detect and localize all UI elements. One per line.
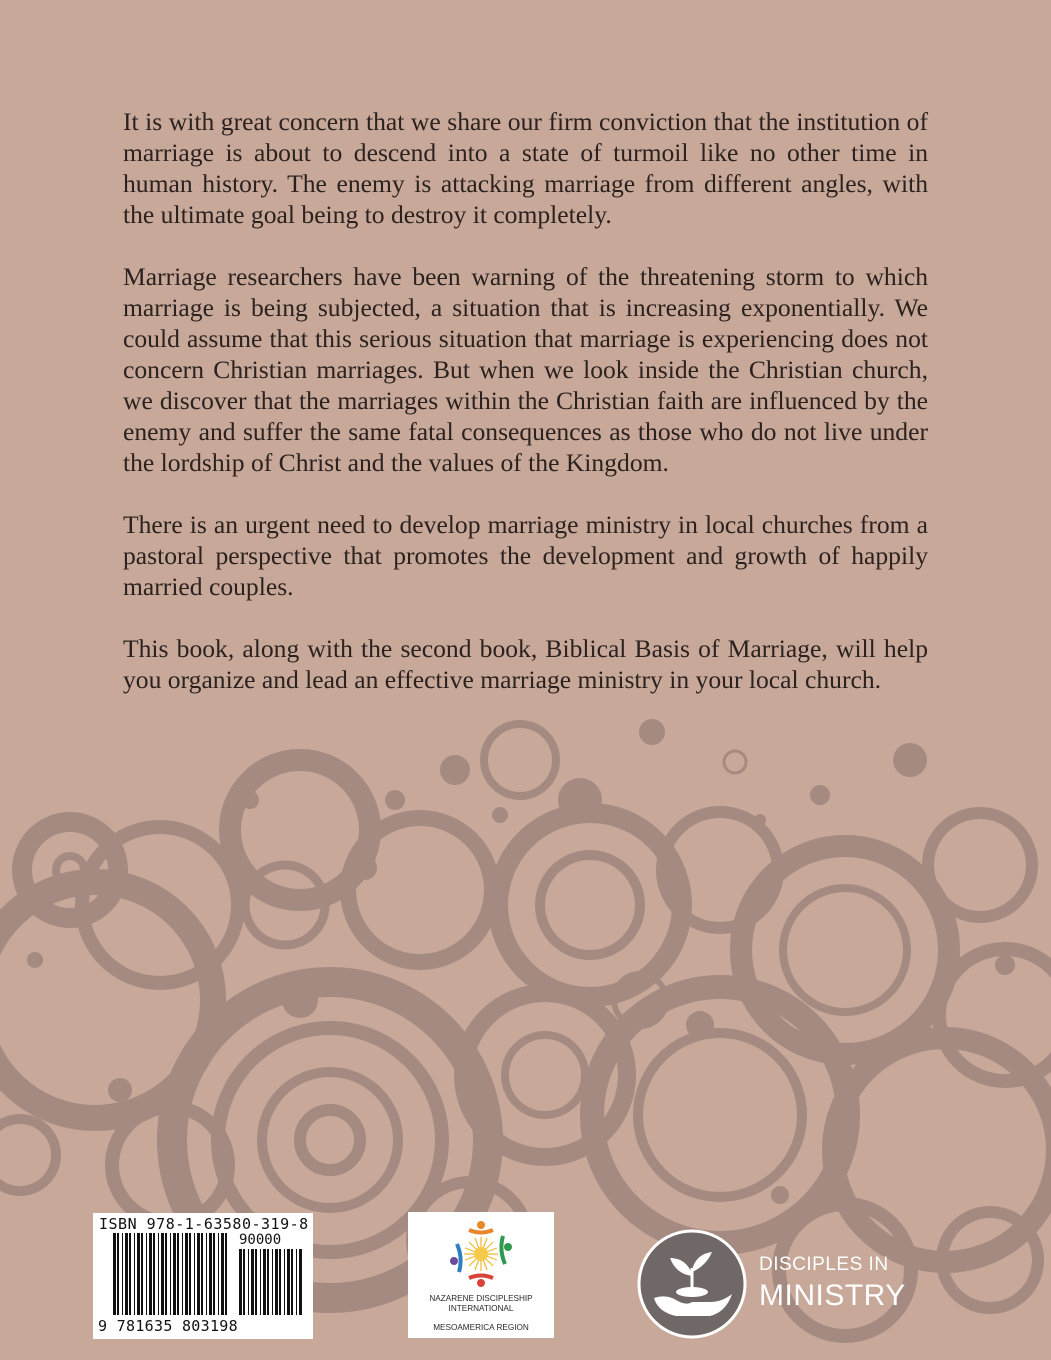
- isbn-barcode: [93, 1213, 313, 1339]
- price-code: 90000: [239, 1232, 282, 1248]
- ean-digits: 9 781635 803198: [98, 1317, 238, 1335]
- blurb-paragraph-1: It is with great concern that we share our firm conviction that the institution of marriage is about to descend into a state of turmoil like no other time in human history. The enemy is attacking marriage from different angles, with the ultimate goal being to destroy it completely.: [123, 107, 928, 229]
- series-name-line-2: MINISTRY: [759, 1279, 906, 1312]
- isbn-text: ISBN 978-1-63580-319-8: [99, 1215, 309, 1233]
- blurb-paragraph-4: This book, along with the second book, Biblical Basis of Marriage, will help you organize and lead an effective marriage ministry in your local church.: [123, 634, 928, 694]
- publisher-region: MESOAMERICA REGION: [433, 1323, 529, 1332]
- barcode-addon-bars: [239, 1249, 303, 1315]
- series-name-line-1: DISCIPLES IN: [759, 1254, 889, 1275]
- publisher-name-line-2: INTERNATIONAL: [448, 1304, 514, 1313]
- publisher-logo: [408, 1212, 554, 1338]
- ndi-emblem-icon: [448, 1218, 514, 1288]
- blurb-paragraph-2: Marriage researchers have been warning of the threatening storm to which marriage is being subjected, a situation that is increasing exponentially. We could assume that this serious situation that marriage is experiencing does not concern Christian marriages. But when we look inside the Christian church, we discover that the marriages within the Christian faith are influenced by the enemy and suffer the same fatal consequences as those who do not live under the lordship of Christ and the values of the Kingdom.: [123, 262, 928, 477]
- back-cover-blurb: [123, 106, 928, 726]
- hand-sprout-icon: [636, 1228, 748, 1340]
- blurb-paragraph-3: There is an urgent need to develop marriage ministry in local churches from a pastoral perspective that promotes the development and growth of happily married couples.: [123, 510, 928, 601]
- barcode-bars: [113, 1233, 229, 1315]
- publisher-name-line-1: NAZARENE DISCIPLESHIP: [429, 1294, 533, 1303]
